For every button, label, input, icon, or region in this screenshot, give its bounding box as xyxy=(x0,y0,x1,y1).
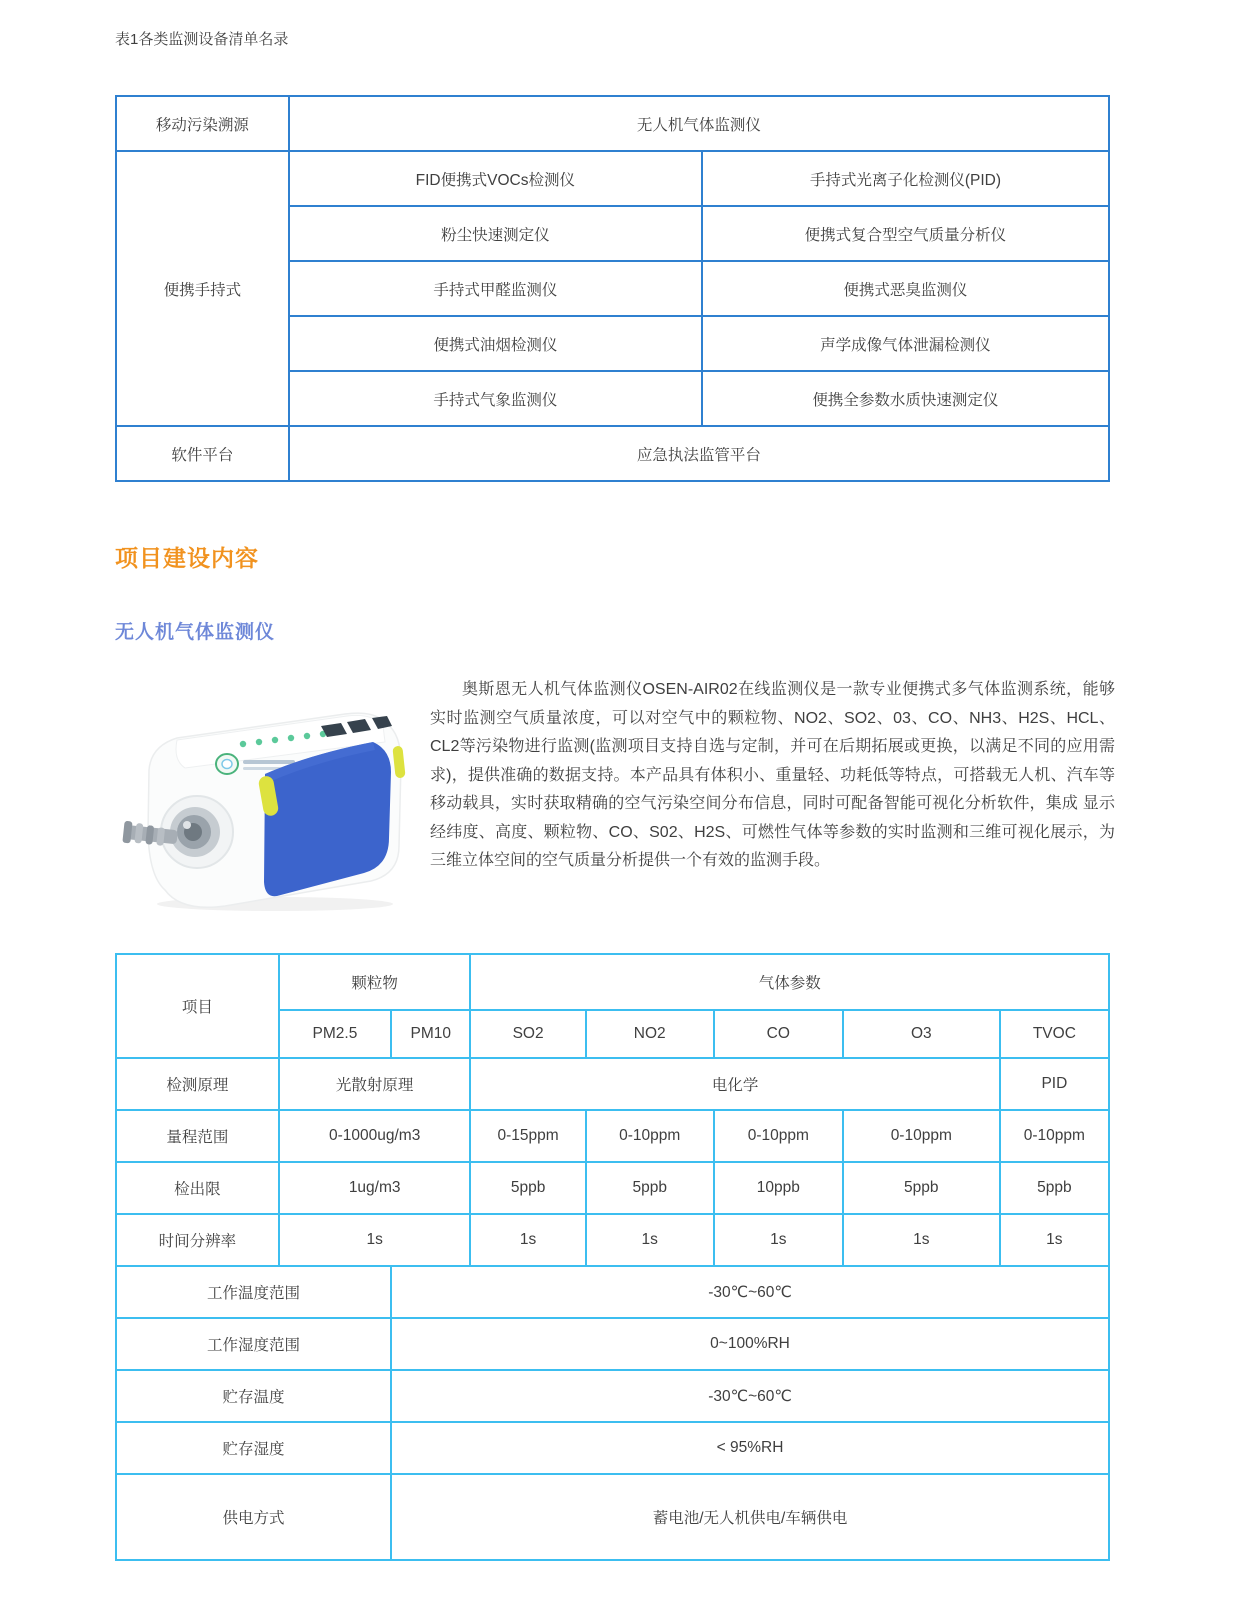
table-cell: 0-15ppm xyxy=(470,1110,585,1162)
table-cell: 贮存温度 xyxy=(116,1370,391,1422)
table-cell: PM2.5 xyxy=(279,1010,391,1058)
table-cell: 手持式光离子化检测仪(PID) xyxy=(702,151,1109,206)
equipment-list-table xyxy=(115,95,1110,482)
table-cell: SO2 xyxy=(470,1010,585,1058)
product-description: 奥斯恩无人机气体监测仪OSEN-AIR02在线监测仪是一款专业便携式多气体监测系统，能够实时监测空气质量浓度，可以对空气中的颗粒物、NO2、SO2、03、CO、NH3、H2S、HCL、CL2等污染物进行监测(监测项目支持自选与定制，并可在后期拓展或更换，以满足不同的应用需求)，提供准确的数据支持。本产品具有体积小、重量轻、功耗低等特点，可搭载无人机、汽车等 移动载具，实时获取精确的空气污染空间分布信息，同时可配备智能可视化分析软件，集成 显示经纬度、高度、颗粒物、CO、S02、H2S、可燃性气体等参数的实时监测和三维可视化展示，为三维立体空间的空气质量分析提供一个有效的监测手段。 xyxy=(430,681,1115,869)
table-cell: 0-10ppm xyxy=(714,1110,843,1162)
table-cell: 项目 xyxy=(116,954,279,1058)
table-cell: 颗粒物 xyxy=(279,954,471,1010)
section-title: 项目建设内容 xyxy=(115,545,259,571)
table-cell: 便携式油烟检测仪 xyxy=(289,316,702,371)
gas-monitor-device-illustration xyxy=(115,670,420,915)
table-cell: -30℃~60℃ xyxy=(391,1266,1109,1318)
table-cell: 10ppb xyxy=(714,1162,843,1214)
table-cell: 便携全参数水质快速测定仪 xyxy=(702,371,1109,426)
table-cell: -30℃~60℃ xyxy=(391,1370,1109,1422)
table-cell: 无人机气体监测仪 xyxy=(289,96,1109,151)
table-cell: 1s xyxy=(586,1214,714,1266)
table-cell: 气体参数 xyxy=(470,954,1109,1010)
table-cell: 应急执法监管平台 xyxy=(289,426,1109,481)
table-cell: < 95%RH xyxy=(391,1422,1109,1474)
table-cell: 5ppb xyxy=(843,1162,1000,1214)
table-cell: 便携式恶臭监测仪 xyxy=(702,261,1109,316)
table-cell: 0-1000ug/m3 xyxy=(279,1110,471,1162)
table-cell: 0-10ppm xyxy=(843,1110,1000,1162)
table-cell: 工作温度范围 xyxy=(116,1266,391,1318)
table-cell: 手持式甲醛监测仪 xyxy=(289,261,702,316)
table-cell: 1s xyxy=(279,1214,471,1266)
table-cell: PM10 xyxy=(391,1010,470,1058)
table-cell: 工作湿度范围 xyxy=(116,1318,391,1370)
table-cell: 检测原理 xyxy=(116,1058,279,1110)
table-cell: 5ppb xyxy=(586,1162,714,1214)
device-photo xyxy=(115,670,420,915)
table-cell: NO2 xyxy=(586,1010,714,1058)
table-cell: O3 xyxy=(843,1010,1000,1058)
table-cell: 0-10ppm xyxy=(1000,1110,1109,1162)
table-cell: FID便携式VOCs检测仪 xyxy=(289,151,702,206)
table-cell: 便携式复合型空气质量分析仪 xyxy=(702,206,1109,261)
spec-table xyxy=(115,953,1110,1561)
table-cell: 移动污染溯源 xyxy=(116,96,289,151)
table-cell: 1ug/m3 xyxy=(279,1162,471,1214)
table-cell: 1s xyxy=(714,1214,843,1266)
table-cell: 检出限 xyxy=(116,1162,279,1214)
table1-caption: 表1各类监测设备清单名录 xyxy=(115,31,289,48)
table-cell: 量程范围 xyxy=(116,1110,279,1162)
table-cell: 手持式气象监测仪 xyxy=(289,371,702,426)
table-cell: 5ppb xyxy=(470,1162,585,1214)
table-cell: 0~100%RH xyxy=(391,1318,1109,1370)
table-cell: PID xyxy=(1000,1058,1109,1110)
table-cell: 1s xyxy=(1000,1214,1109,1266)
table-cell: 粉尘快速测定仪 xyxy=(289,206,702,261)
table-cell: 蓄电池/无人机供电/车辆供电 xyxy=(391,1474,1109,1560)
table-cell: 5ppb xyxy=(1000,1162,1109,1214)
table-cell: 供电方式 xyxy=(116,1474,391,1560)
table-cell: 1s xyxy=(843,1214,1000,1266)
table-cell: 0-10ppm xyxy=(586,1110,714,1162)
table-cell: CO xyxy=(714,1010,843,1058)
table-cell: 1s xyxy=(470,1214,585,1266)
table-cell: 便携手持式 xyxy=(116,151,289,426)
product-section xyxy=(115,670,1115,915)
table-cell: 软件平台 xyxy=(116,426,289,481)
table-cell: 时间分辨率 xyxy=(116,1214,279,1266)
table-cell: 贮存湿度 xyxy=(116,1422,391,1474)
subsection-title: 无人机气体监测仪 xyxy=(115,622,276,643)
table-cell: TVOC xyxy=(1000,1010,1109,1058)
table-cell: 电化学 xyxy=(470,1058,999,1110)
table-cell: 光散射原理 xyxy=(279,1058,471,1110)
table-cell: 声学成像气体泄漏检测仪 xyxy=(702,316,1109,371)
